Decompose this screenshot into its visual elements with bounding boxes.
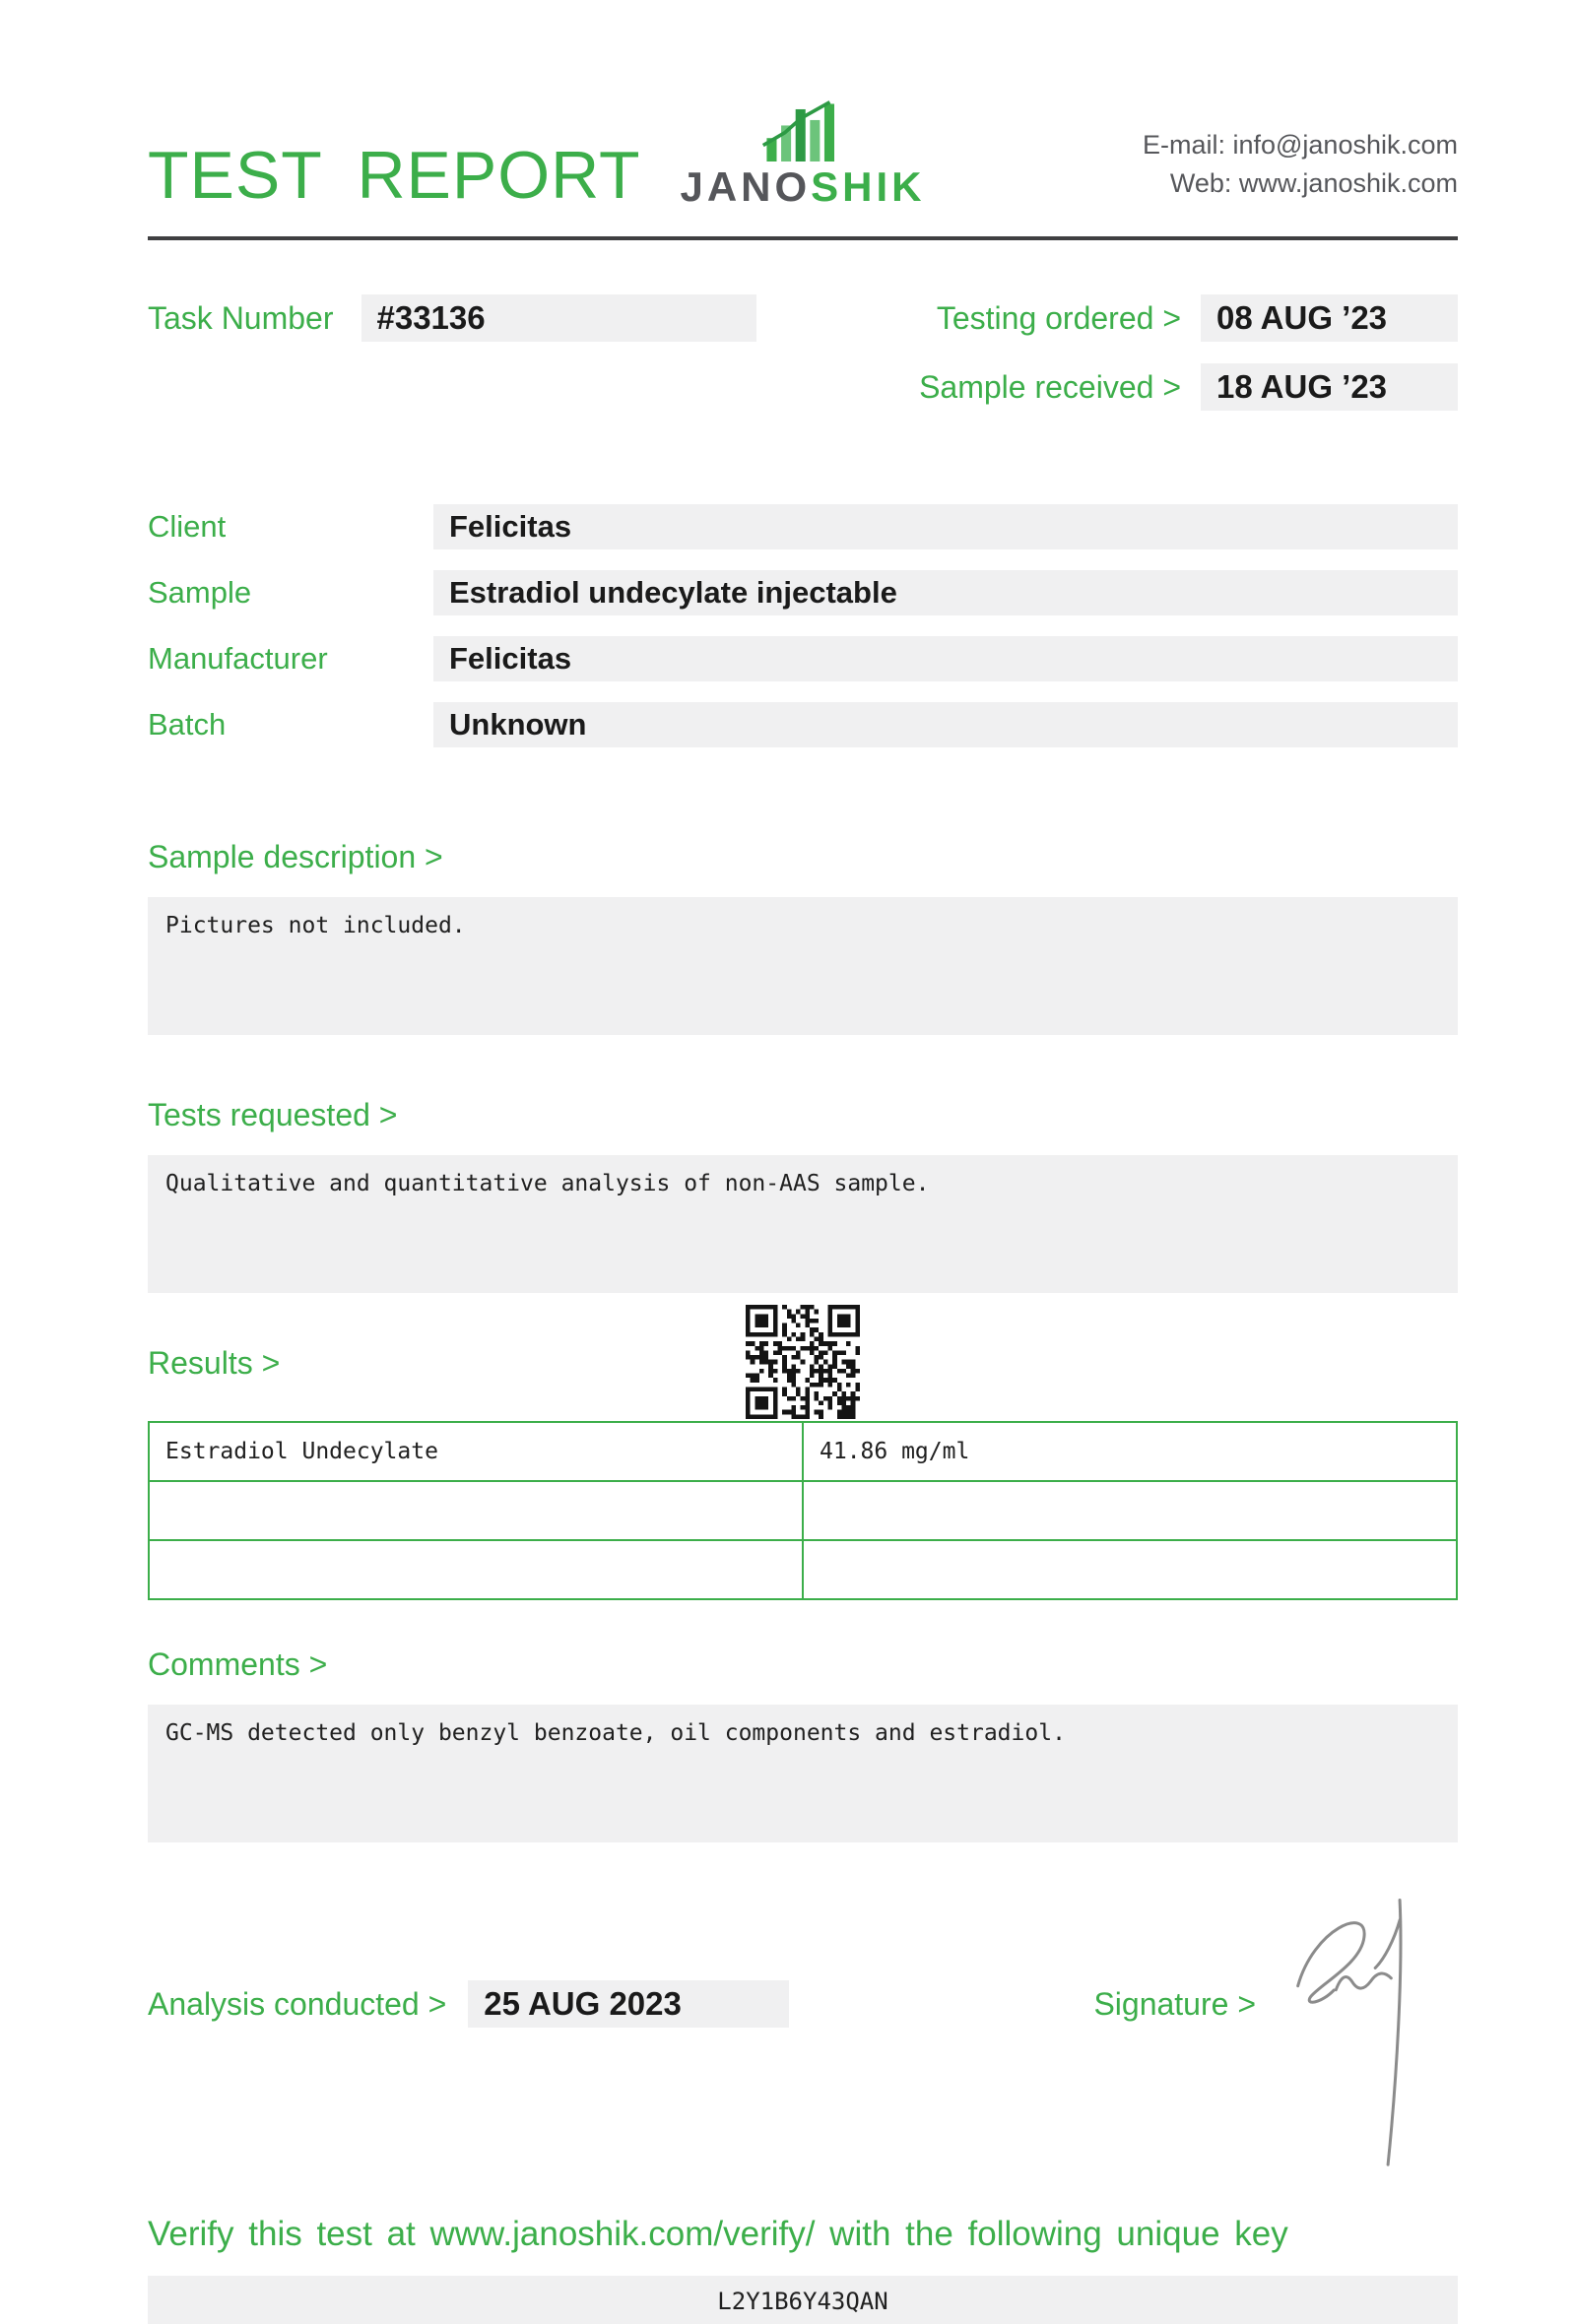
manufacturer-value: Felicitas bbox=[433, 636, 1458, 681]
brand-name-left: JANO bbox=[680, 163, 812, 210]
analysis-conducted-value: 25 AUG 2023 bbox=[468, 1980, 789, 2028]
sample-description-heading: Sample description > bbox=[148, 839, 443, 875]
brand-name-right: SHIK bbox=[811, 163, 926, 210]
client-value: Felicitas bbox=[433, 504, 1458, 549]
signature-image bbox=[1266, 1886, 1443, 2181]
brand-name bbox=[680, 165, 925, 209]
sample-label: Sample bbox=[148, 575, 252, 611]
task-number-label: Task Number bbox=[148, 299, 334, 336]
header bbox=[148, 0, 1458, 214]
verify-instruction: Verify this test at www.janoshik.com/verify/ with the following unique key bbox=[148, 2215, 1288, 2254]
sample-description-box: Pictures not included. bbox=[148, 897, 1458, 1035]
result-value: 41.86 mg/ml bbox=[803, 1422, 1457, 1481]
results-heading: Results > bbox=[148, 1345, 281, 1382]
contact-info bbox=[926, 126, 1458, 209]
client-label: Client bbox=[148, 509, 227, 545]
analysis-signature-row bbox=[148, 1980, 1458, 2028]
sample-received-value: 18 AUG ’23 bbox=[1201, 363, 1458, 411]
contact-email: E-mail: info@janoshik.com bbox=[1142, 129, 1458, 160]
results-row bbox=[149, 1540, 1457, 1599]
sample-received-label: Sample received > bbox=[919, 368, 1181, 405]
sample-received-row bbox=[919, 363, 1458, 411]
task-number-value: #33136 bbox=[361, 294, 756, 342]
testing-ordered-row bbox=[919, 294, 1458, 342]
sample-row bbox=[148, 570, 1458, 615]
signature-label: Signature > bbox=[1093, 1985, 1256, 2022]
info-fields bbox=[148, 504, 1458, 747]
batch-label: Batch bbox=[148, 707, 227, 742]
client-row bbox=[148, 504, 1458, 549]
batch-row bbox=[148, 702, 1458, 747]
tests-requested-box: Qualitative and quantitative analysis of non-AAS sample. bbox=[148, 1155, 1458, 1293]
comments-box: GC-MS detected only benzyl benzoate, oil components and estradiol. bbox=[148, 1705, 1458, 1842]
result-value bbox=[803, 1540, 1457, 1599]
results-row bbox=[149, 1422, 1457, 1481]
result-substance bbox=[149, 1540, 803, 1599]
header-divider bbox=[148, 236, 1458, 240]
qr-code bbox=[746, 1305, 860, 1419]
comments-heading: Comments > bbox=[148, 1646, 328, 1683]
manufacturer-row bbox=[148, 636, 1458, 681]
manufacturer-label: Manufacturer bbox=[148, 641, 328, 677]
result-substance: Estradiol Undecylate bbox=[149, 1422, 803, 1481]
bar-chart-logo-icon bbox=[755, 98, 850, 161]
batch-value: Unknown bbox=[433, 702, 1458, 747]
page-title: TEST REPORT bbox=[148, 138, 641, 214]
results-table bbox=[148, 1421, 1458, 1600]
testing-ordered-value: 08 AUG ’23 bbox=[1201, 294, 1458, 342]
janoshik-logo bbox=[680, 98, 925, 209]
task-section bbox=[148, 294, 1458, 411]
tests-requested-heading: Tests requested > bbox=[148, 1097, 398, 1133]
sample-value: Estradiol undecylate injectable bbox=[433, 570, 1458, 615]
result-value bbox=[803, 1481, 1457, 1540]
analysis-conducted-label: Analysis conducted > bbox=[148, 1985, 447, 2022]
results-row bbox=[149, 1481, 1457, 1540]
testing-ordered-label: Testing ordered > bbox=[936, 299, 1181, 336]
verify-key: L2Y1B6Y43QAN bbox=[148, 2276, 1458, 2324]
dates bbox=[919, 294, 1458, 411]
results-header-zone bbox=[148, 1293, 1458, 1421]
contact-web: Web: www.janoshik.com bbox=[1169, 167, 1458, 198]
result-substance bbox=[149, 1481, 803, 1540]
